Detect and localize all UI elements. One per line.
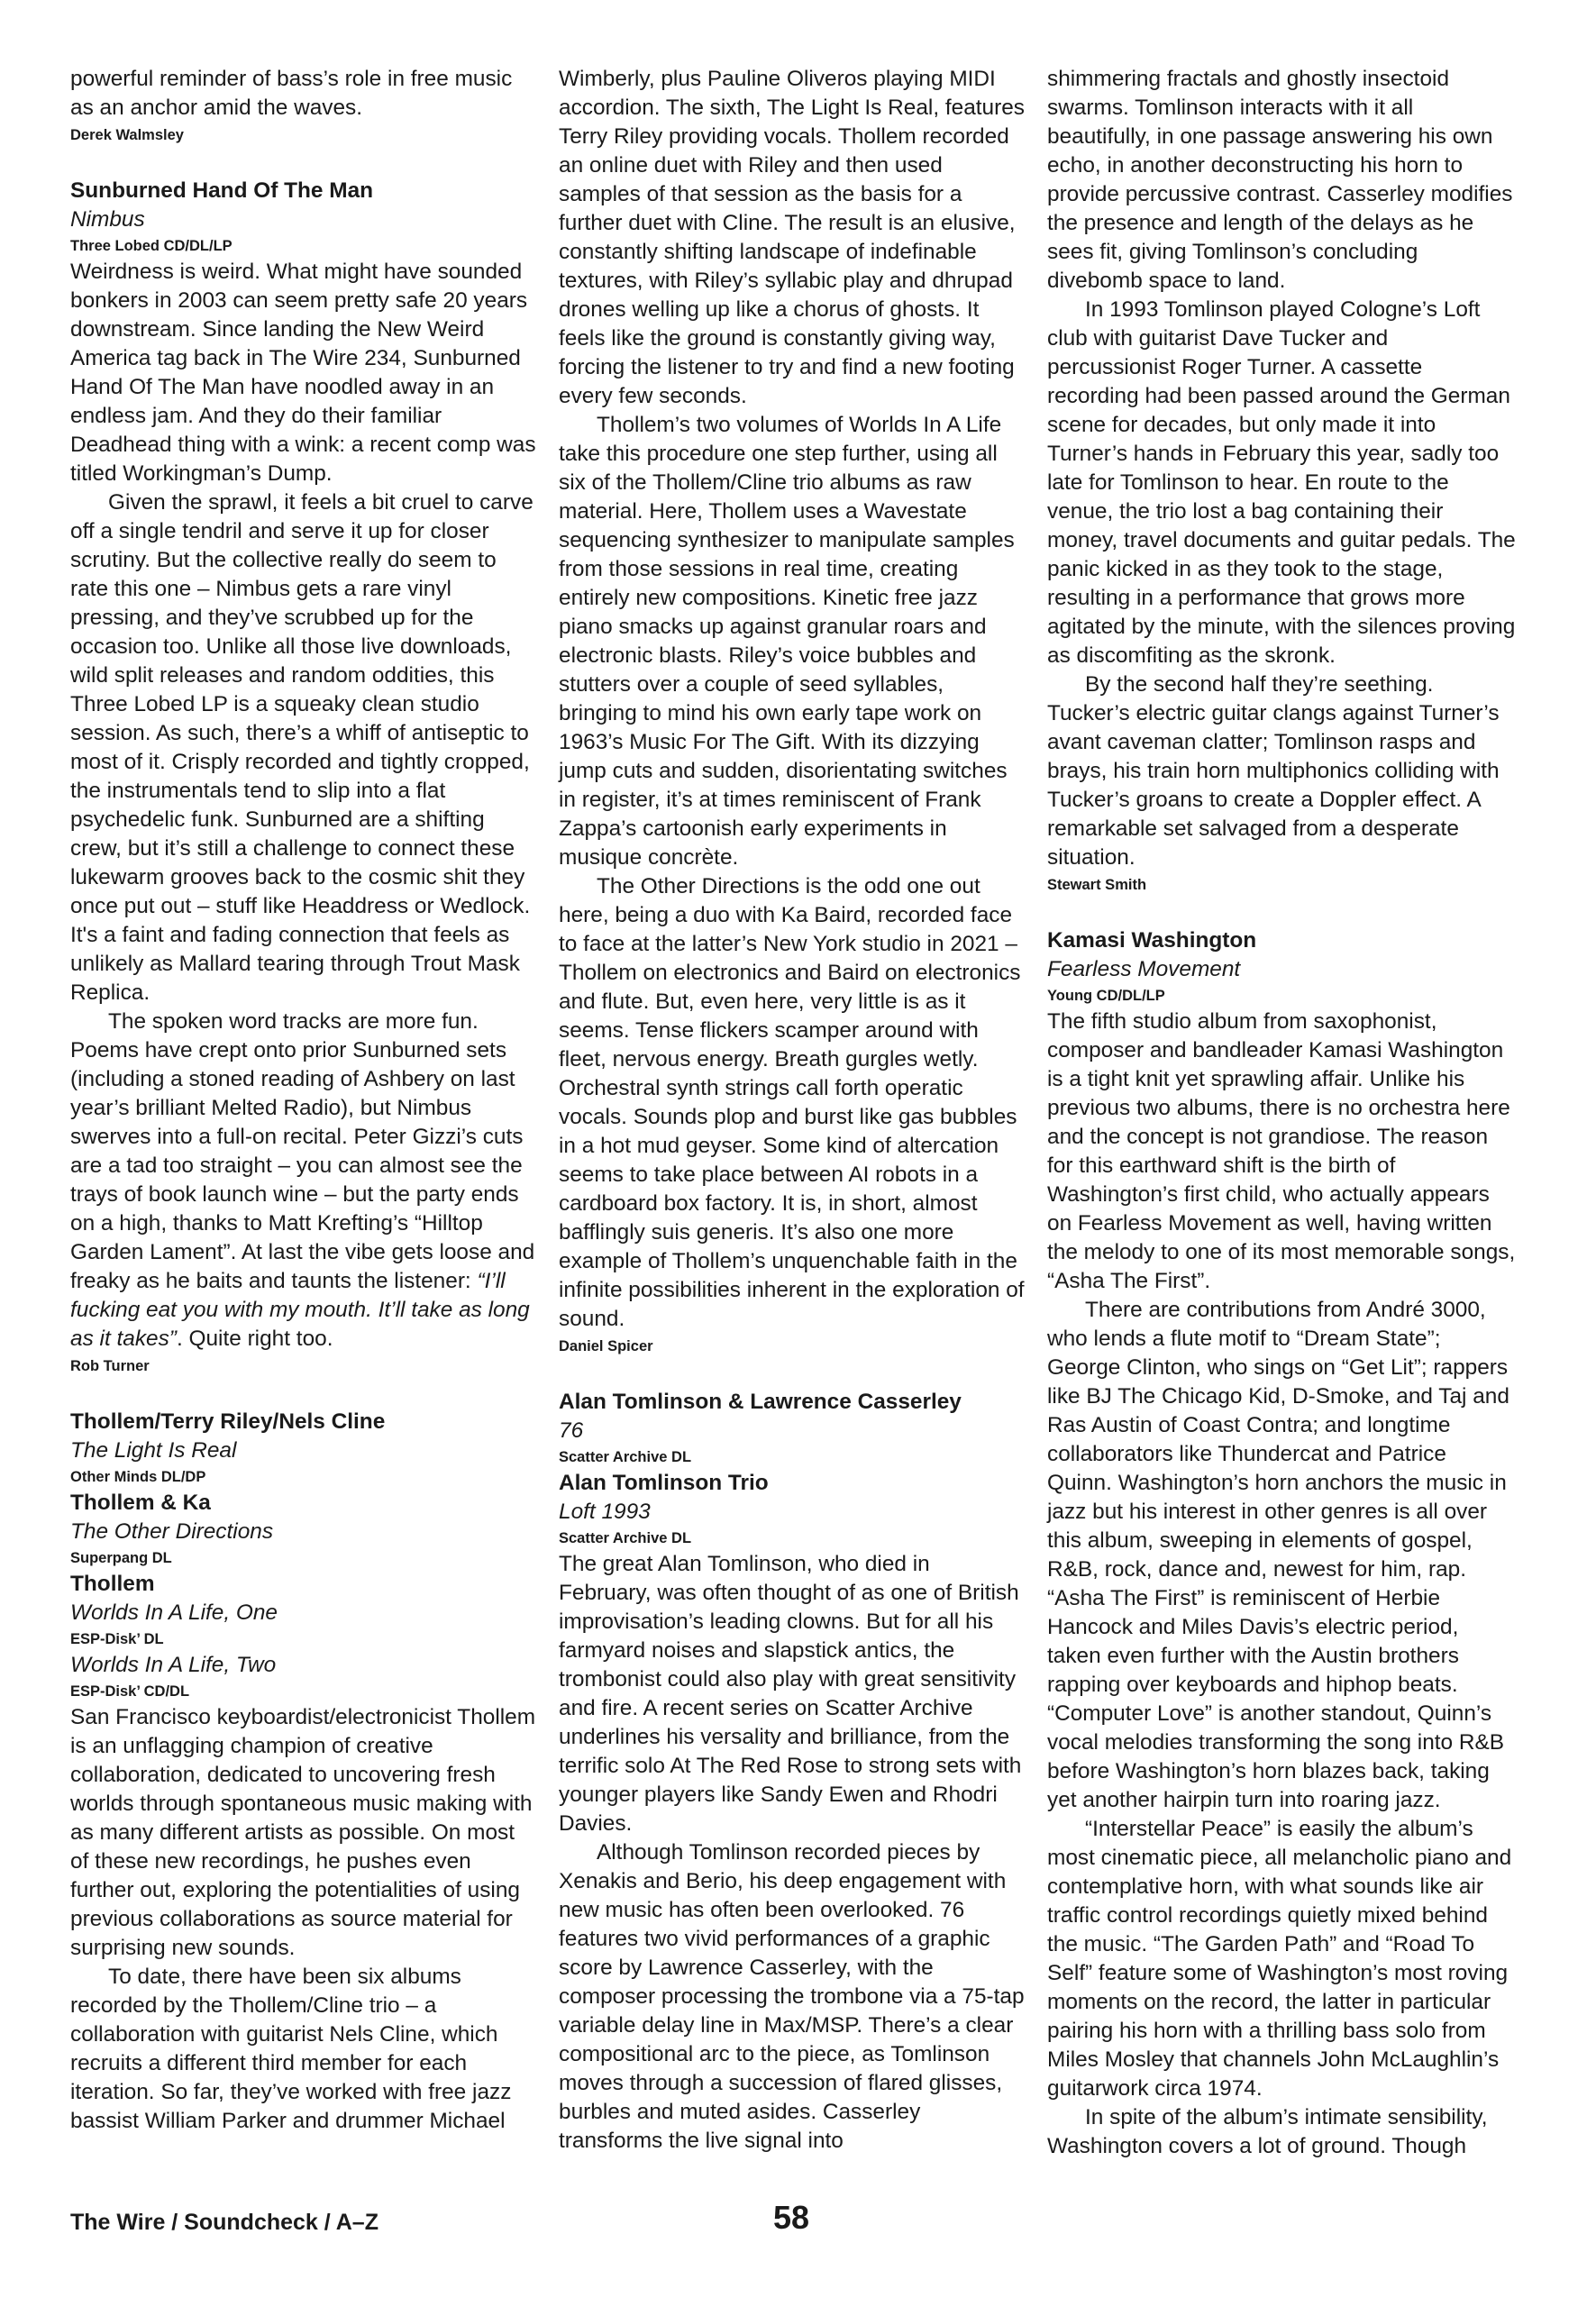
- review-paragraph: To date, there have been six albums recorded by the Thollem/Cline trio – a collaboration with guitarist Nels Cline, which recruits a different third member for each iteration. So far, they’ve worked with free jazz bassist William Parker and drummer Michael: [70, 1965, 512, 2133]
- review-artist: Alan Tomlinson & Lawrence Casserley: [559, 1390, 962, 1414]
- review-label: Scatter Archive DL: [559, 1449, 692, 1465]
- review-paragraph: Although Tomlinson recorded pieces by Xenakis and Berio, his deep engagement with new music has often been overlooked. 76 features two vivid performances of a graphic score by Lawrence Casserley, with the composer processing the trombone via a 75-tap variable delay line in Max/MSP. There’s a clear compositional arc to the piece, as Tomlinson moves through a succession of flared glisses, burbles and muted asides. Casserley transforms the live signal into: [559, 1840, 1025, 2153]
- review-artist: Sunburned Hand Of The Man: [70, 178, 374, 203]
- review-title: 76: [559, 1418, 584, 1443]
- review-label: Young CD/DL/LP: [1047, 988, 1165, 1004]
- review-title: The Other Directions: [70, 1519, 274, 1544]
- review-paragraph: shimmering fractals and ghostly insectoid swarms. Tomlinson interacts with it all beautifully, in one passage answering his own echo, in another deconstructing his horn to provide percussive contrast. Casserley modifies the presence and length of the delays as he sees fit, giving Tomlinson’s concluding divebomb space to land.: [1047, 67, 1513, 293]
- paragraph-text: The spoken word tracks are more fun. Poems have crept onto prior Sunburned sets (including a stoned reading of Ashbery on last year’s brilliant Melted Radio), but Nimbus swerves into a full-on recital. Peter Gizzi’s cuts are a tad too straight – you can almost see the trays of book launch wine – but the party ends on a high, thanks to Matt Krefting’s “Hilltop Garden Lament”. At last the vibe gets loose and freaky as he baits and taunts the listener:: [70, 1009, 535, 1293]
- review-paragraph: In 1993 Tomlinson played Cologne’s Loft club with guitarist Dave Tucker and percussionist Roger Turner. A cassette recording had been passed around the German scene for decades, but only made it into Turner’s hands in February this year, sadly too late for Tomlinson to hear. En route to the venue, the trio lost a bag containing their money, travel documents and guitar pedals. The panic kicked in as they took to the stage, resulting in a performance that grows more agitated by the minute, with the silences proving as discomfiting as the skronk.: [1047, 297, 1516, 668]
- review-paragraph: Thollem’s two volumes of Worlds In A Life take this procedure one step further, using all six of the Thollem/Cline trio albums as raw material. Here, Thollem uses a Wavestate sequencing synthesizer to manipulate samples from those sessions in real time, creating entirely new compositions. Kinetic free jazz piano smacks up against granular roars and electronic blasts. Riley’s voice bubbles and stutters over a couple of seed syllables, bringing to mind his own early tape work on 1963’s Music For The Gift. With its dizzying jump cuts and sudden, disorientating switches in register, it’s at times reminiscent of Frank Zappa’s cartoonish early experiments in musique concrète.: [559, 413, 1015, 870]
- review-paragraph: Given the sprawl, it feels a bit cruel to carve off a single tendril and serve it up for closer scrutiny. But the collective really do seem to rate this one – Nimbus gets a rare vinyl pressing, and they’ve scrubbed up for the occasion too. Unlike all those live downloads, wild split releases and random oddities, this Three Lobed LP is a squeaky clean studio session. As such, there’s a whiff of antiseptic to most of it. Crisply recorded and tightly cropped, the instrumentals tend to slip into a flat psychedelic funk. Sunburned are a shifting crew, but it’s still a challenge to connect these lukewarm grooves back to the cosmic shit they once put out – stuff like Headdress or Wedlock. It's a faint and fading connection that feels as unlikely as Mallard tearing through Trout Mask Replica.: [70, 490, 534, 1005]
- review-byline: Rob Turner: [70, 1358, 150, 1374]
- review-artist: Kamasi Washington: [1047, 928, 1257, 953]
- review-title: Nimbus: [70, 207, 145, 232]
- review-title: Fearless Movement: [1047, 957, 1241, 981]
- review-byline: Daniel Spicer: [559, 1338, 653, 1354]
- paragraph-text: . Quite right too.: [176, 1327, 333, 1351]
- review-paragraph: The great Alan Tomlinson, who died in February, was often thought of as one of British improvisation’s leading clowns. But for all his farmyard noises and slapstick antics, the trombonist could also play with great sensitivity and fire. A recent series on Scatter Archive underlines his versality and brilliance, from the terrific solo At The Red Rose to strong sets with younger players like Sandy Ewen and Rhodri Davies.: [559, 1552, 1022, 1836]
- review-title: Worlds In A Life, One: [70, 1600, 278, 1625]
- column-1: [70, 65, 539, 2136]
- page-number: 58: [773, 2199, 810, 2236]
- review-byline: Derek Walmsley: [70, 127, 184, 143]
- review-artist: Thollem/Terry Riley/Nels Cline: [70, 1409, 386, 1434]
- column-3: [1047, 65, 1516, 2161]
- intro-paragraph-end: powerful reminder of bass’s role in free music as an anchor amid the waves.: [70, 67, 513, 120]
- review-label: ESP-Disk’ DL: [70, 1631, 164, 1647]
- review-paragraph: Weirdness is weird. What might have sounded bonkers in 2003 can seem pretty safe 20 years downstream. Since landing the New Weird America tag back in The Wire 234, Sunburned Hand Of The Man have noodled away in an endless jam. And they do their familiar Deadhead thing with a wink: a recent comp was titled Workingman’s Dump.: [70, 260, 536, 486]
- review-label: Superpang DL: [70, 1550, 172, 1566]
- review-paragraph: The fifth studio album from saxophonist, composer and bandleader Kamasi Washington is a tight knit yet sprawling affair. Unlike his previous two albums, there is no orchestra here and the concept is not grandiose. The reason for this earthward shift is the birth of Washington’s first child, who actually appears on Fearless Movement as well, having written the melody to one of its most memorable songs, “Asha The First”.: [1047, 1009, 1516, 1293]
- review-title: The Light Is Real: [70, 1438, 237, 1463]
- review-paragraph: There are contributions from André 3000, who lends a flute motif to “Dream State”; George Clinton, who sings on “Get Lit”; rappers like BJ The Chicago Kid, D-Smoke, and Taj and Ras Austin of Coast Contra; and longtime collaborators like Thundercat and Patrice Quinn. Washington’s horn anchors the music in jazz but his interest in other genres is all over this album, sweeping in elements of gospel, R&B, rock, dance and, newest for him, rap. “Asha The First” is reminiscent of Herbie Hancock and Miles Davis’s electric period, taken even further with the Austin brothers rapping over keyboards and hiphop beats. “Computer Love” is another standout, Quinn’s vocal melodies transforming the song into R&B before Washington’s horn blazes back, taking yet another hairpin turn into roaring jazz.: [1047, 1298, 1509, 1812]
- review-label: Scatter Archive DL: [559, 1530, 692, 1546]
- review-label: Three Lobed CD/DL/LP: [70, 238, 233, 254]
- quote-text: “I’ll fucking eat you with my mouth. It’ll take as long as it takes”: [70, 1269, 530, 1351]
- review-paragraph: San Francisco keyboardist/electronicist Thollem is an unflagging champion of creative collaboration, dedicated to uncovering fresh worlds through spontaneous music making with as many different artists as possible. On most of these new recordings, he pushes even further out, exploring the potentialities of using previous collaborations as source material for surprising new sounds.: [70, 1705, 536, 1960]
- review-paragraph: [70, 1008, 539, 1354]
- review-title: Loft 1993: [559, 1500, 651, 1524]
- review-artist: Thollem & Ka: [70, 1491, 211, 1515]
- review-artist: Thollem: [70, 1572, 155, 1596]
- footer-section-label: The Wire / Soundcheck / A–Z: [70, 2210, 378, 2235]
- review-paragraph: “Interstellar Peace” is easily the album’s most cinematic piece, all melancholic piano and contemplative horn, with what sounds like air traffic control recordings quietly mixed behind the music. “The Garden Path” and “Road To Self” feature some of Washington’s most roving moments on the record, the latter in particular pairing his horn with a thrilling bass solo from Miles Mosley that channels John McLaughlin’s guitarwork circa 1974.: [1047, 1817, 1512, 2101]
- review-label: Other Minds DL/DP: [70, 1469, 206, 1485]
- review-byline: Stewart Smith: [1047, 877, 1147, 893]
- review-paragraph: In spite of the album’s intimate sensibility, Washington covers a lot of ground. Though: [1047, 2105, 1488, 2158]
- review-paragraph: By the second half they’re seething. Tucker’s electric guitar clangs against Turner’s avant caveman clatter; Tomlinson rasps and brays, his train horn multiphonics colliding with Tucker’s groans to create a Doppler effect. A remarkable set salvaged from a desperate situation.: [1047, 672, 1500, 870]
- review-label: ESP-Disk’ CD/DL: [70, 1683, 190, 1700]
- review-paragraph: Wimberly, plus Pauline Oliveros playing MIDI accordion. The sixth, The Light Is Real, features Terry Riley providing vocals. Thollem recorded an online duet with Riley and then used samples of that session as the basis for a further duet with Cline. The result is an elusive, constantly shifting landscape of indefinable textures, with Riley’s syllabic play and dhrupad drones welling up like a chorus of ghosts. It feels like the ground is constantly giving way, forcing the listener to try and find a new footing every few seconds.: [559, 67, 1026, 408]
- review-artist: Alan Tomlinson Trio: [559, 1471, 769, 1495]
- review-title: Worlds In A Life, Two: [70, 1653, 277, 1677]
- column-2: [559, 65, 1027, 2156]
- review-paragraph: The Other Directions is the odd one out here, being a duo with Ka Baird, recorded face to face at the latter’s New York studio in 2021 – Thollem on electronics and Baird on electronics and flute. But, even here, very little is as it seems. Tense flickers scamper around with fleet, nervous energy. Breath gurgles wetly. Orchestral synth strings call forth operatic vocals. Sounds plop and burst like gas bubbles in a hot mud geyser. Some kind of altercation seems to take place between AI robots in a cardboard box factory. It is, in short, almost bafflingly suis generis. It’s also one more example of Thollem’s unquenchable faith in the infinite possibilities inherent in the exploration of sound.: [559, 874, 1025, 1331]
